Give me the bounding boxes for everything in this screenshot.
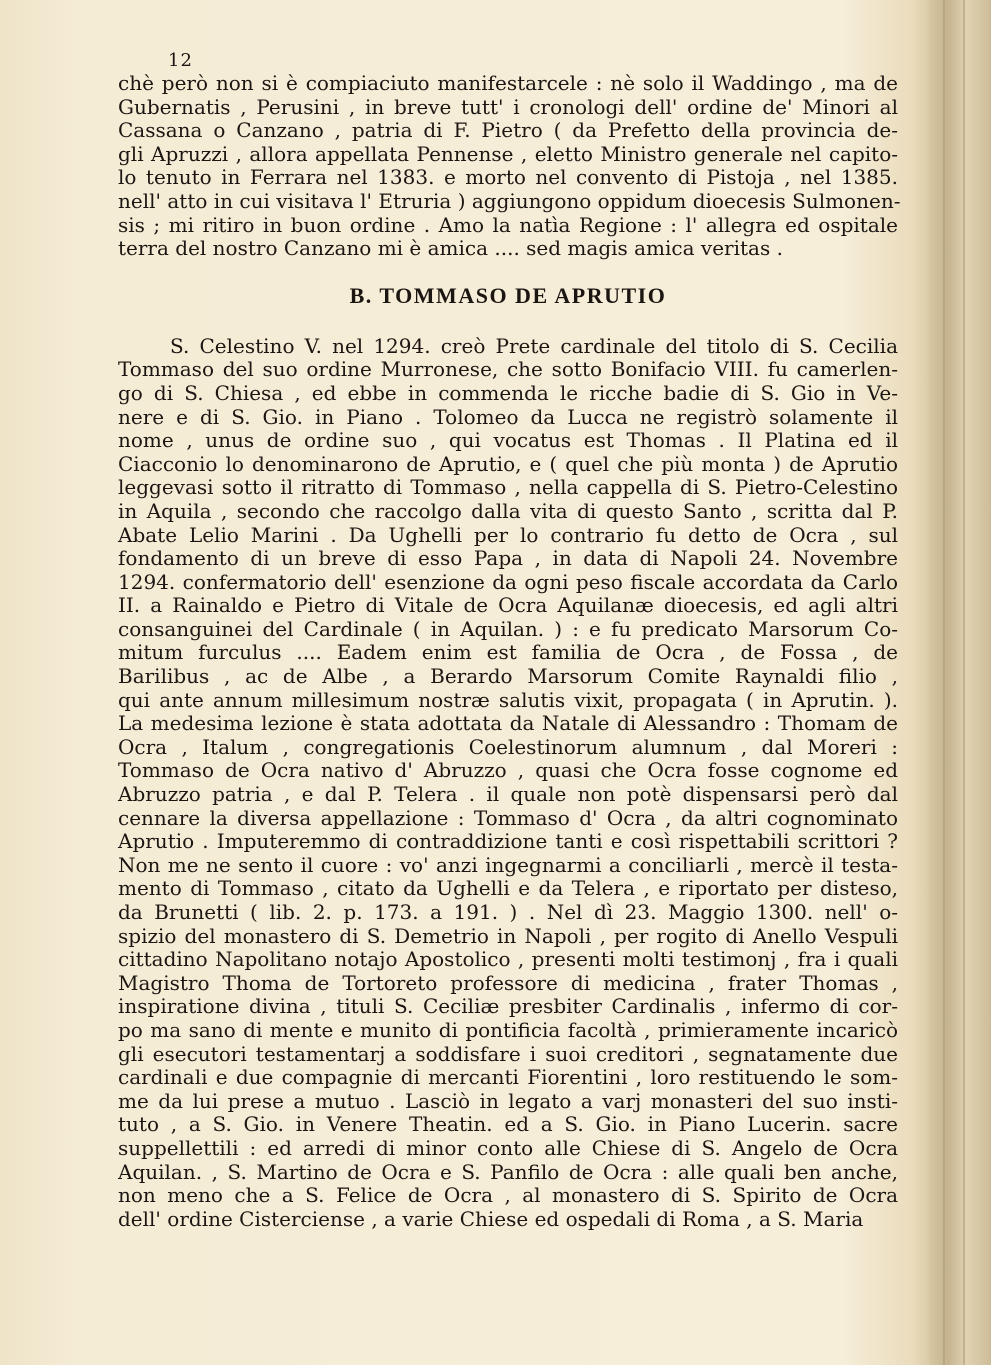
text-line: suppellettili : ed arredi di minor conto alle Chiese di S. Angelo de Ocra <box>118 1135 898 1160</box>
text-line: Gubernatis , Perusini , in breve tutt' i cronologi dell' ordine de' Minori al <box>118 94 898 119</box>
text-line: Aprutio . Imputeremmo di contraddizione tanti e così rispettabili scrittori ? <box>118 829 898 854</box>
text-line: gli Apruzzi , allora appellata Pennense , eletto Ministro generale nel capito- <box>118 141 898 166</box>
text-line: leggevasi sotto il ritratto di Tommaso , nella cappella di S. Pietro-Celestino <box>118 475 898 500</box>
text-line: La medesima lezione è stata adottata da Natale di Alessandro : Thomam de <box>118 711 898 736</box>
body-paragraph <box>118 335 898 1232</box>
text-line: Barilibus , ac de Albe , a Berardo Marsorum Comite Raynaldi filio , <box>118 664 898 689</box>
binding-line <box>943 0 945 1365</box>
text-line: mitum furculus .... Eadem enim est familia de Ocra , de Fossa , de <box>118 640 898 665</box>
text-line: da Brunetti ( lib. 2. p. 173. a 191. ) . Nel dì 23. Maggio 1300. nell' o- <box>118 900 898 924</box>
text-line: Aquilan. , S. Martino de Ocra e S. Panfilo de Ocra : alle quali ben anche, <box>118 1159 898 1184</box>
text-line: spizio del monastero di S. Demetrio in Napoli , per rogito di Anello Vespuli <box>118 923 898 948</box>
text-line: in Aquila , secondo che raccolgo dalla vita di questo Santo , scritta dal P. <box>118 498 898 523</box>
page-text-block <box>118 50 901 1231</box>
text-line: S. Celestino V. nel 1294. creò Prete cardinale del titolo di S. Cecilia <box>170 333 898 358</box>
text-line: Magistro Thoma de Tortoreto professore di medicina , frater Thomas , <box>118 970 898 995</box>
text-line: dell' ordine Cisterciense , a varie Chiese ed ospedali di Roma , a S. Maria <box>118 1206 864 1231</box>
text-line: Ocra , Italum , congregationis Coelestinorum alumnum , dal Moreri : <box>118 734 898 759</box>
text-line: Cassana o Canzano , patria di F. Pietro ( da Prefetto della provincia de- <box>118 118 898 143</box>
text-line: qui ante annum millesimum nostræ salutis vixit, propagata ( in Aprutin. ). <box>118 687 898 712</box>
text-line: II. a Rainaldo e Pietro di Vitale de Ocra Aquilanæ dioecesis, ed agli altri <box>118 593 898 618</box>
text-line: cardinali e due compagnie di mercanti Fiorentini , loro restituendo le som- <box>118 1065 898 1090</box>
text-line: me da lui prese a mutuo . Lasciò in legato a varj monasteri del suo insti- <box>118 1088 898 1113</box>
text-line: non meno che a S. Felice de Ocra , al monastero di S. Spirito de Ocra <box>118 1183 898 1208</box>
text-line: po ma sano di mente e munito di pontificia facoltà , primieramente incaricò <box>118 1017 898 1042</box>
text-line: cennare la diversa appellazione : Tommaso d' Ocra , da altri cognominato <box>118 805 898 830</box>
binding-line <box>963 0 965 1365</box>
text-line: consanguinei del Cardinale ( in Aquilan. ) : e fu predicato Marsorum Co- <box>118 616 898 641</box>
text-line: terra del nostro Canzano mi è amica .... sed magis amica veritas . <box>118 236 783 261</box>
text-line: nere e di S. Gio. in Piano . Tolomeo da Lucca ne registrò solamente il <box>118 404 898 429</box>
text-line: Non me ne sento il cuore : vo' anzi ingegnarmi a conciliarli , mercè il testa- <box>118 852 898 877</box>
page-number: 12 <box>168 50 193 71</box>
text-line: Tommaso de Ocra nativo d' Abruzzo , quasi che Ocra fosse cognome ed <box>118 758 898 783</box>
opening-paragraph <box>118 71 901 261</box>
text-line: sis ; mi ritiro in buon ordine . Amo la natìa Regione : l' allegra ed ospitale <box>118 212 898 237</box>
text-line: gli esecutori testamentarj a soddisfare i suoi creditori , segnatamente due <box>118 1041 898 1066</box>
text-line: Ciacconio lo denominarono de Aprutio, e ( quel che più monta ) de Aprutio <box>118 451 898 476</box>
text-line: 1294. confermatorio dell' esenzione da ogni peso fiscale accordata da Carlo <box>118 569 898 594</box>
page-binding-edge <box>929 0 991 1365</box>
text-line: chè però non si è compiaciuto manifestarcele : nè solo il Waddingo , ma de <box>118 71 898 95</box>
text-line: nome , unus de ordine suo , qui vocatus est Thomas . Il Platina ed il <box>118 428 898 453</box>
text-line: go di S. Chiesa , ed ebbe in commenda le ricche badie di S. Gio in Ve- <box>118 380 898 405</box>
text-line: Tommaso del suo ordine Murronese, che sotto Bonifacio VIII. fu camerlen- <box>118 357 898 382</box>
text-line: mento di Tommaso , citato da Ughelli e da Telera , e riportato per disteso, <box>118 876 898 901</box>
text-line: tuto , a S. Gio. in Venere Theatin. ed a S. Gio. in Piano Lucerin. sacre <box>118 1112 898 1137</box>
section-heading: B. TOMMASO DE APRUTIO <box>349 282 667 308</box>
text-line: fondamento di un breve di esso Papa , in data di Napoli 24. Novembre <box>118 546 898 571</box>
text-line: Abruzzo patria , e dal P. Telera . il quale non potè dispensarsi però dal <box>118 782 898 807</box>
text-line: lo tenuto in Ferrara nel 1383. e morto nel convento di Pistoja , nel 1385. <box>118 165 898 190</box>
text-line: cittadino Napolitano notajo Apostolico , presenti molti testimonj , fra i quali <box>118 947 898 972</box>
text-line: nell' atto in cui visitava l' Etruria ) aggiungono oppidum dioecesis Sulmonen- <box>118 188 901 213</box>
text-line: inspiratione divina , tituli S. Ceciliæ presbiter Cardinalis , infermo di cor- <box>118 994 898 1019</box>
text-line: Abate Lelio Marini . Da Ughelli per lo contrario fu detto de Ocra , sul <box>118 522 898 547</box>
